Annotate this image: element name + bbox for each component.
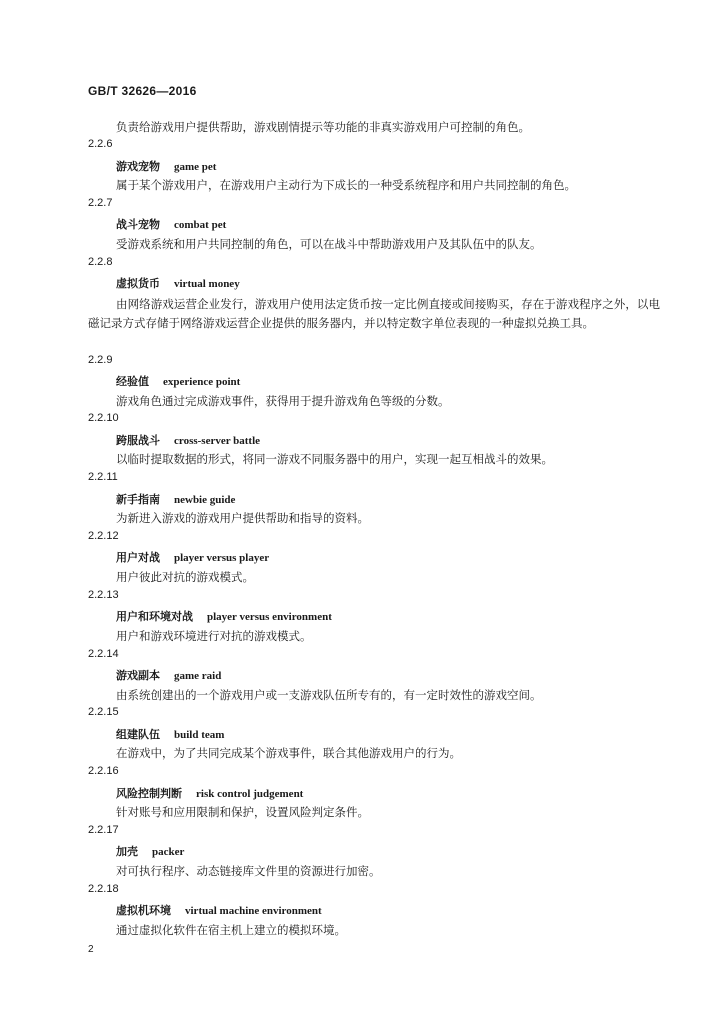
term-title xyxy=(116,902,322,918)
term-definition: 为新进入游戏的游戏用户提供帮助和指导的资料。 xyxy=(116,511,369,526)
term-english: build team xyxy=(174,728,225,741)
term-chinese: 经验值 xyxy=(116,375,149,389)
term-definition: 用户彼此对抗的游戏模式。 xyxy=(116,569,254,584)
term-title xyxy=(116,216,226,232)
term-english: virtual machine environment xyxy=(185,905,322,918)
term-english: player versus player xyxy=(174,552,270,565)
term-english: cross-server battle xyxy=(174,434,261,447)
clause-number: 2.2.6 xyxy=(88,138,113,150)
term-entry xyxy=(0,471,725,530)
term-english: combat pet xyxy=(174,219,227,232)
term-definition: 在游戏中，为了共同完成某个游戏事件，联合其他游戏用户的行为。 xyxy=(116,746,461,761)
intro-paragraph: 负责给游戏用户提供帮助，游戏剧情提示等功能的非真实游戏用户可控制的角色。 xyxy=(116,120,530,134)
term-definition: 由系统创建出的一个游戏用户或一支游戏队伍所专有的，有一定时效性的游戏空间。 xyxy=(116,687,542,702)
term-title xyxy=(116,275,240,291)
term-chinese: 新手指南 xyxy=(116,492,160,506)
term-list xyxy=(0,138,725,942)
term-english: game pet xyxy=(174,160,217,173)
term-entry xyxy=(0,706,725,765)
term-entry xyxy=(0,412,725,471)
term-entry xyxy=(0,138,725,197)
term-title xyxy=(116,373,240,389)
clause-number: 2.2.10 xyxy=(88,412,119,425)
clause-number: 2.2.12 xyxy=(88,529,119,542)
term-title xyxy=(116,432,260,448)
term-entry xyxy=(0,197,725,256)
term-english: virtual money xyxy=(174,278,240,291)
term-english: newbie guide xyxy=(174,493,236,506)
clause-number: 2.2.9 xyxy=(88,353,113,366)
term-chinese: 虚拟货币 xyxy=(116,277,160,291)
term-chinese: 用户和环境对战 xyxy=(116,610,193,624)
term-entry xyxy=(0,589,725,648)
term-chinese: 加壳 xyxy=(116,845,138,859)
clause-number: 2.2.7 xyxy=(88,196,113,209)
term-title xyxy=(116,843,184,859)
term-english: risk control judgement xyxy=(196,787,304,800)
term-entry xyxy=(0,256,725,354)
term-title xyxy=(116,667,221,683)
term-title xyxy=(116,549,269,565)
term-entry xyxy=(0,530,725,589)
term-english: player versus environment xyxy=(207,611,332,624)
term-chinese: 组建队伍 xyxy=(116,727,160,741)
term-definition: 通过虚拟化软件在宿主机上建立的模拟环境。 xyxy=(116,922,346,937)
clause-number: 2.2.18 xyxy=(88,882,119,895)
page-number: 2 xyxy=(88,944,94,955)
term-entry xyxy=(0,648,725,707)
term-chinese: 跨服战斗 xyxy=(116,433,160,447)
term-chinese: 游戏副本 xyxy=(116,669,160,683)
clause-number: 2.2.16 xyxy=(88,765,119,778)
term-title xyxy=(116,726,224,742)
term-english: game raid xyxy=(174,670,222,683)
term-chinese: 游戏宠物 xyxy=(116,159,160,173)
term-chinese: 战斗宠物 xyxy=(116,218,160,232)
clause-number: 2.2.8 xyxy=(88,255,113,268)
term-entry xyxy=(0,354,725,413)
term-title xyxy=(116,491,235,507)
term-definition: 游戏角色通过完成游戏事件，获得用于提升游戏角色等级的分数。 xyxy=(116,393,450,408)
term-definition: 受游戏系统和用户共同控制的角色，可以在战斗中帮助游戏用户及其队伍中的队友。 xyxy=(116,236,542,251)
term-title xyxy=(116,158,216,174)
clause-number: 2.2.11 xyxy=(88,471,118,484)
term-title xyxy=(116,608,332,624)
clause-number: 2.2.13 xyxy=(88,588,119,601)
term-definition: 由网络游戏运营企业发行，游戏用户使用法定货币按一定比例直接或间接购买，存在于游戏程序之外，以电磁记录方式存储于网络游戏运营企业提供的服务器内，并以特定数字单位表现的一种虚拟兑换工具。 xyxy=(88,296,660,331)
clause-number: 2.2.14 xyxy=(88,647,119,660)
term-chinese: 风险控制判断 xyxy=(116,786,182,800)
term-entry xyxy=(0,883,725,942)
term-title xyxy=(116,785,303,801)
term-entry xyxy=(0,824,725,883)
term-definition: 针对账号和应用限制和保护，设置风险判定条件。 xyxy=(116,805,369,820)
term-definition: 用户和游戏环境进行对抗的游戏模式。 xyxy=(116,628,312,643)
term-definition: 对可执行程序、动态链接库文件里的资源进行加密。 xyxy=(116,863,381,878)
term-definition: 以临时提取数据的形式，将同一游戏不同服务器中的用户，实现一起互相战斗的效果。 xyxy=(116,452,553,467)
document-header: GB/T 32626—2016 xyxy=(88,84,197,98)
clause-number: 2.2.17 xyxy=(88,823,119,836)
term-chinese: 虚拟机环境 xyxy=(116,904,171,918)
term-definition: 属于某个游戏用户，在游戏用户主动行为下成长的一种受系统程序和用户共同控制的角色。 xyxy=(116,178,576,192)
term-english: experience point xyxy=(163,376,241,389)
term-english: packer xyxy=(152,846,185,859)
term-entry xyxy=(0,765,725,824)
clause-number: 2.2.15 xyxy=(88,706,119,719)
term-chinese: 用户对战 xyxy=(116,551,160,565)
